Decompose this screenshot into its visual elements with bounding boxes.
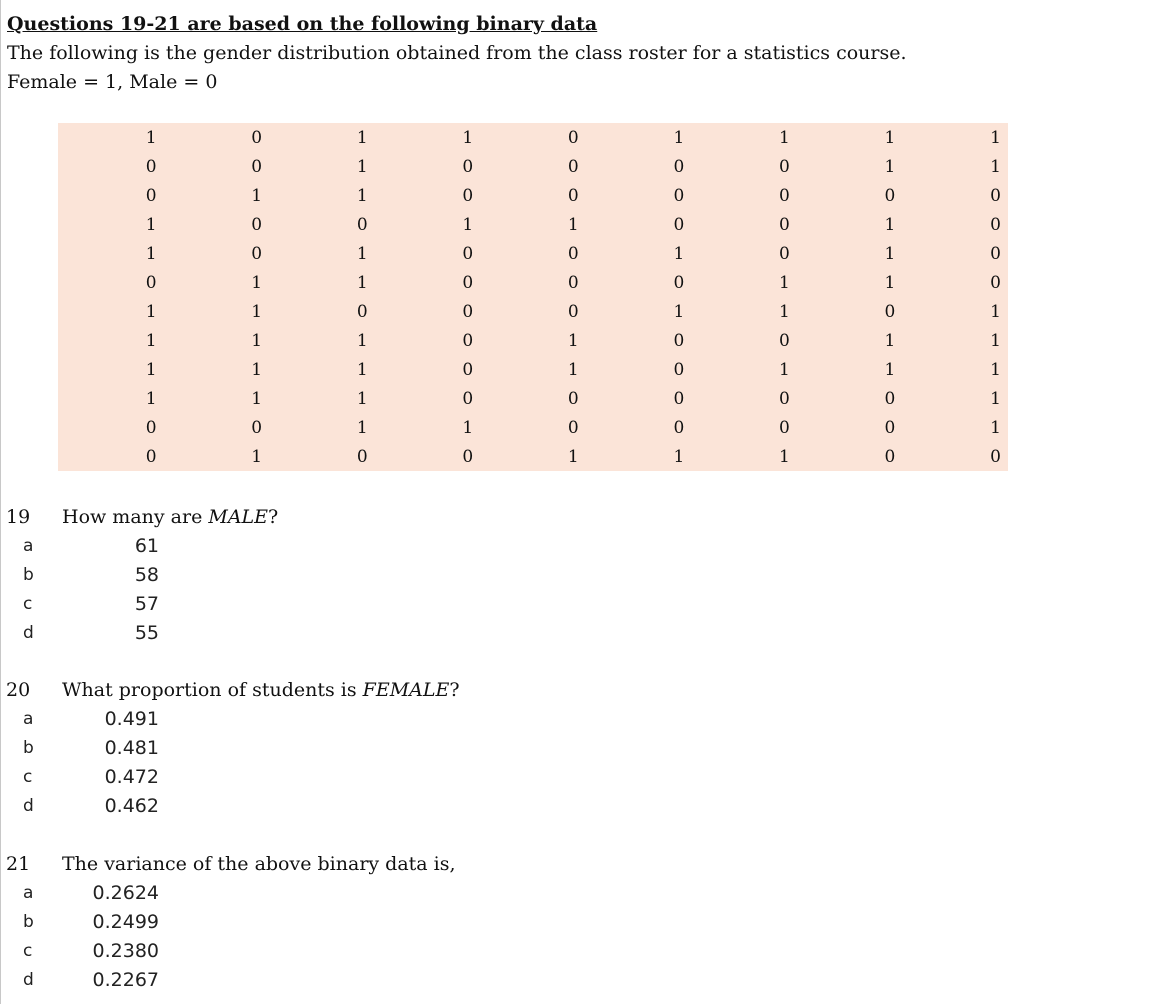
grid-cell: 1	[990, 330, 1001, 351]
grid-cell: 1	[145, 214, 157, 235]
option-19b[interactable]: b 58	[23, 564, 159, 586]
grid-cell: 0	[462, 272, 474, 293]
grid-cell: 0	[251, 214, 263, 235]
emphasis-word: MALE	[208, 506, 269, 528]
binary-data-table	[58, 123, 1008, 471]
question-number: 19	[6, 506, 31, 528]
grid-cell: 1	[145, 330, 157, 351]
grid-cell: 1	[990, 127, 1001, 148]
grid-cell: 0	[251, 127, 263, 148]
grid-cell: 1	[567, 214, 579, 235]
question-text: The variance of the above binary data is,	[62, 853, 456, 875]
grid-cell: 1	[462, 127, 474, 148]
option-20a[interactable]: a 0.491	[23, 708, 159, 730]
grid-row	[58, 181, 1008, 210]
grid-cell: 0	[567, 388, 579, 409]
grid-cell: 0	[145, 272, 157, 293]
grid-cell: 0	[462, 301, 474, 322]
grid-cell: 0	[251, 243, 263, 264]
question-text: How many are MALE?	[62, 506, 279, 528]
grid-cell: 0	[356, 214, 368, 235]
grid-cell: 0	[356, 301, 368, 322]
grid-cell: 1	[779, 301, 790, 322]
grid-cell: 0	[462, 243, 474, 264]
grid-cell: 1	[356, 185, 368, 206]
grid-cell: 0	[462, 185, 474, 206]
grid-cell: 1	[567, 359, 579, 380]
grid-cell: 0	[673, 359, 685, 380]
grid-cell: 0	[673, 214, 685, 235]
grid-cell: 1	[673, 301, 685, 322]
grid-cell: 1	[251, 330, 263, 351]
left-border	[0, 0, 1, 1004]
grid-cell: 0	[567, 127, 579, 148]
grid-row	[58, 326, 1008, 355]
option-19d[interactable]: d 55	[23, 622, 159, 644]
grid-cell: 1	[990, 301, 1001, 322]
option-19c[interactable]: c 57	[23, 593, 159, 615]
coding-line: Female = 1, Male = 0	[7, 71, 218, 93]
grid-cell: 0	[145, 185, 157, 206]
grid-cell: 0	[779, 214, 790, 235]
grid-cell: 1	[356, 417, 368, 438]
grid-cell: 0	[567, 156, 579, 177]
option-20d[interactable]: d 0.462	[23, 795, 159, 817]
grid-cell: 0	[145, 417, 157, 438]
grid-row	[58, 123, 1008, 152]
grid-cell: 0	[884, 185, 896, 206]
grid-cell: 1	[251, 185, 263, 206]
grid-cell: 0	[567, 185, 579, 206]
grid-cell: 1	[251, 301, 263, 322]
grid-cell: 0	[990, 214, 1001, 235]
grid-cell: 0	[462, 359, 474, 380]
option-20c[interactable]: c 0.472	[23, 766, 159, 788]
grid-row	[58, 152, 1008, 181]
grid-cell: 0	[673, 272, 685, 293]
grid-cell: 0	[884, 446, 896, 467]
grid-row	[58, 268, 1008, 297]
grid-row	[58, 442, 1008, 471]
grid-cell: 1	[145, 243, 157, 264]
grid-cell: 1	[567, 330, 579, 351]
grid-cell: 0	[251, 156, 263, 177]
section-title: Questions 19-21 are based on the following binary data	[7, 13, 598, 35]
grid-cell: 0	[779, 417, 790, 438]
grid-cell: 0	[884, 417, 896, 438]
grid-cell: 0	[673, 185, 685, 206]
grid-cell: 1	[567, 446, 579, 467]
grid-row	[58, 413, 1008, 442]
grid-cell: 1	[251, 388, 263, 409]
option-21b[interactable]: b 0.2499	[23, 911, 159, 933]
grid-cell: 1	[145, 127, 157, 148]
grid-row	[58, 384, 1008, 413]
grid-cell: 0	[567, 417, 579, 438]
grid-cell: 0	[884, 301, 896, 322]
grid-cell: 1	[356, 243, 368, 264]
grid-cell: 1	[356, 330, 368, 351]
grid-row	[58, 297, 1008, 326]
grid-cell: 1	[990, 156, 1001, 177]
option-21d[interactable]: d 0.2267	[23, 969, 159, 991]
grid-cell: 1	[779, 446, 790, 467]
grid-cell: 0	[990, 243, 1001, 264]
grid-row	[58, 355, 1008, 384]
question-text: What proportion of students is FEMALE?	[62, 679, 460, 701]
grid-cell: 0	[779, 330, 790, 351]
grid-cell: 0	[673, 156, 685, 177]
grid-cell: 1	[673, 243, 685, 264]
grid-cell: 1	[884, 156, 896, 177]
grid-cell: 1	[356, 388, 368, 409]
grid-cell: 0	[462, 330, 474, 351]
grid-cell: 1	[884, 359, 896, 380]
grid-cell: 1	[251, 359, 263, 380]
grid-cell: 1	[356, 359, 368, 380]
binary-data-grid	[58, 123, 1008, 471]
grid-cell: 0	[779, 243, 790, 264]
description-line: The following is the gender distribution obtained from the class roster for a statistics course.	[7, 42, 907, 64]
grid-row	[58, 210, 1008, 239]
option-20b[interactable]: b 0.481	[23, 737, 159, 759]
grid-cell: 1	[990, 417, 1001, 438]
grid-cell: 1	[251, 272, 263, 293]
grid-cell: 1	[779, 359, 790, 380]
grid-cell: 1	[251, 446, 263, 467]
grid-cell: 1	[462, 214, 474, 235]
grid-row	[58, 239, 1008, 268]
option-19a[interactable]: a 61	[23, 535, 159, 557]
grid-cell: 1	[356, 156, 368, 177]
question-number: 20	[6, 679, 31, 701]
grid-cell: 1	[779, 127, 790, 148]
grid-cell: 1	[884, 214, 896, 235]
grid-cell: 0	[251, 417, 263, 438]
grid-cell: 1	[884, 127, 896, 148]
grid-cell: 0	[673, 330, 685, 351]
grid-cell: 0	[779, 156, 790, 177]
grid-cell: 1	[884, 243, 896, 264]
grid-cell: 0	[462, 156, 474, 177]
grid-cell: 1	[356, 127, 368, 148]
grid-cell: 1	[673, 127, 685, 148]
grid-cell: 1	[673, 446, 685, 467]
grid-cell: 0	[673, 417, 685, 438]
grid-cell: 1	[990, 359, 1001, 380]
grid-cell: 0	[990, 185, 1001, 206]
emphasis-word: FEMALE	[362, 679, 450, 701]
grid-cell: 0	[145, 156, 157, 177]
grid-cell: 1	[884, 272, 896, 293]
grid-cell: 0	[567, 243, 579, 264]
grid-cell: 1	[356, 272, 368, 293]
grid-cell: 1	[145, 301, 157, 322]
grid-cell: 0	[567, 272, 579, 293]
grid-cell: 1	[990, 388, 1001, 409]
grid-cell: 0	[145, 446, 157, 467]
grid-cell: 0	[779, 185, 790, 206]
grid-cell: 1	[145, 359, 157, 380]
grid-cell: 0	[356, 446, 368, 467]
grid-cell: 0	[673, 388, 685, 409]
grid-cell: 0	[462, 446, 474, 467]
option-21a[interactable]: a 0.2624	[23, 882, 159, 904]
grid-cell: 1	[779, 272, 790, 293]
grid-cell: 0	[884, 388, 896, 409]
grid-cell: 1	[462, 417, 474, 438]
question-header	[7, 10, 907, 97]
grid-cell: 0	[990, 272, 1001, 293]
grid-cell: 0	[990, 446, 1001, 467]
grid-cell: 0	[567, 301, 579, 322]
grid-cell: 1	[145, 388, 157, 409]
option-21c[interactable]: c 0.2380	[23, 940, 159, 962]
grid-cell: 1	[884, 330, 896, 351]
question-number: 21	[6, 853, 31, 875]
grid-cell: 0	[462, 388, 474, 409]
grid-cell: 0	[779, 388, 790, 409]
